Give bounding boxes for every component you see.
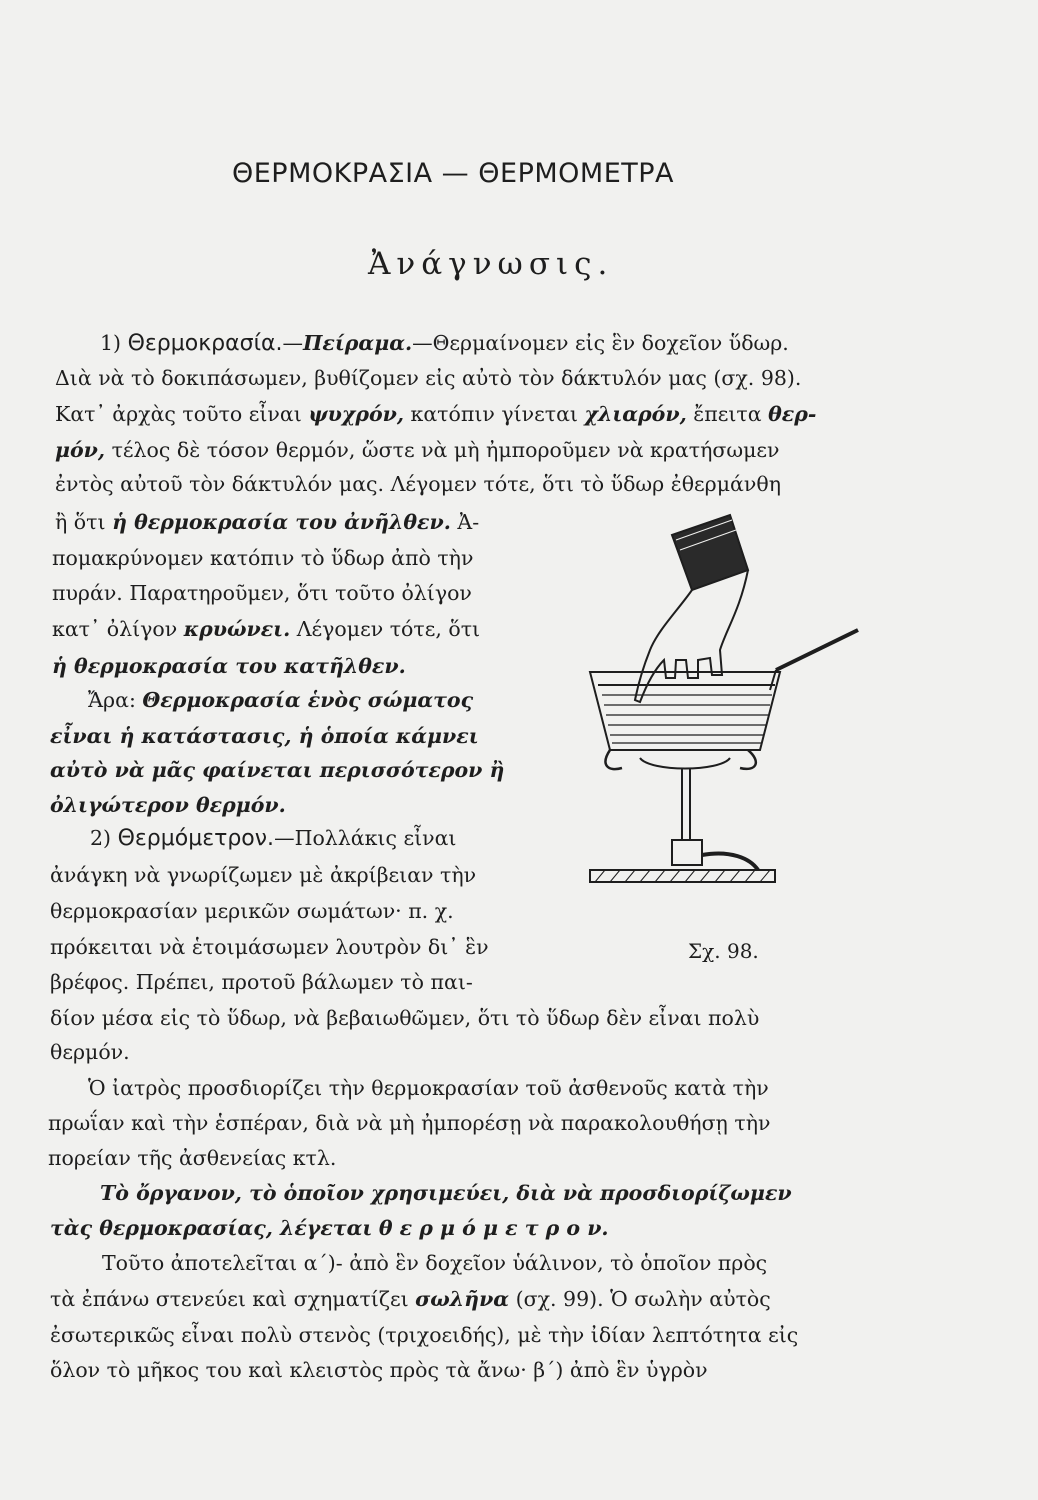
- para2-line-1: 2) Θερμόμετρον.—Πολλάκις εἶναι: [90, 826, 457, 851]
- para4-line-1: Τοῦτο ἀποτελεῖται α΄)- ἀπὸ ἓν δοχεῖον ὑάλινον, τὸ ὁποῖον πρὸς: [102, 1251, 768, 1275]
- para3-line-1: Ὁ ἰατρὸς προσδιορίζει τὴν θερμοκρασίαν τοῦ ἀσθενοῦς κατὰ τὴν: [88, 1076, 769, 1100]
- para1-line-10: ἡ θερμοκρασία του κατῆλθεν.: [52, 654, 406, 678]
- definition-line-2: τὰς θερμοκρασίας, λέγεται θ ε ρ μ ό μ ε τ ρ ο ν.: [50, 1216, 609, 1240]
- para4-line-2: τὰ ἐπάνω στενεύει καὶ σχηματίζει σωλῆνα (σχ. 99). Ὁ σωλὴν αὐτὸς: [50, 1287, 771, 1311]
- para4-line-4: ὅλον τὸ μῆκος του καὶ κλειστὸς πρὸς τὰ ἄνω· β΄) ἀπὸ ἓν ὑγρὸν: [50, 1358, 708, 1382]
- para1-line-13: αὐτὸ νὰ μᾶς φαίνεται περισσότερον ἢ: [50, 758, 505, 782]
- chapter-title: ΘΕΡΜΟΚΡΑΣΙΑ — ΘΕΡΜΟΜΕΤΡΑ: [232, 158, 674, 189]
- para1-line-6: ἢ ὅτι ἡ θερμοκρασία του ἀνῆλθεν. Ἀ-: [55, 510, 480, 534]
- para2-line-2: ἀνάγκη νὰ γνωρίζωμεν μὲ ἀκρίβειαν τὴν: [50, 863, 477, 887]
- definition-line-1: Τὸ ὄργανον, τὸ ὁποῖον χρησιμεύει, διὰ νὰ προσδιορίζωμεν: [100, 1181, 792, 1205]
- para1-line-4: μόν, τέλος δὲ τόσον θερμόν, ὥστε νὰ μὴ ἠμποροῦμεν νὰ κρατήσωμεν: [55, 438, 780, 462]
- para1-line-1: 1) Θερμοκρασία.—Πείραμα.—Θερμαίνομεν εἰς ἓν δοχεῖον ὕδωρ.: [100, 331, 789, 356]
- experiment-label: Πείραμα.: [303, 331, 413, 355]
- para1-line-14: ὀλιγώτερον θερμόν.: [50, 793, 286, 817]
- heading-thermometer: Θερμόμετρον.: [117, 826, 275, 851]
- para2-line-3: θερμοκρασίαν μερικῶν σωμάτων· π. χ.: [50, 899, 454, 923]
- term-thermometer: θ ε ρ μ ό μ ε τ ρ ο ν.: [378, 1216, 609, 1240]
- para4-line-3: ἐσωτερικῶς εἶναι πολὺ στενὸς (τριχοειδής), μὲ τὴν ἰδίαν λεπτότητα εἰς: [50, 1323, 799, 1347]
- para1-line-3: Κατ᾽ ἀρχὰς τοῦτο εἶναι ψυχρόν, κατόπιν γίνεται χλιαρόν, ἔπειτα θερ-: [55, 402, 817, 426]
- para1-line-11: Ἄρα: Θερμοκρασία ἑνὸς σώματος: [88, 688, 474, 712]
- para3-line-2: πρωΐαν καὶ τὴν ἑσπέραν, διὰ νὰ μὴ ἠμπορέσῃ νὰ παρακολουθήσῃ τὴν: [48, 1111, 771, 1135]
- para2-line-6: δίον μέσα εἰς τὸ ὕδωρ, νὰ βεβαιωθῶμεν, ὅτι τὸ ὕδωρ δὲν εἶναι πολὺ: [50, 1006, 760, 1030]
- section-title: Ἀνάγνωσις.: [368, 246, 614, 282]
- para1-line-12: εἶναι ἡ κατάστασις, ἡ ὁποία κάμνει: [50, 724, 479, 748]
- para3-line-3: πορείαν τῆς ἀσθενείας κτλ.: [48, 1146, 337, 1170]
- para2-line-5: βρέφος. Πρέπει, προτοῦ βάλωμεν τὸ παι-: [50, 970, 473, 994]
- para2-line-4: πρόκειται νὰ ἑτοιμάσωμεν λουτρὸν δι᾽ ἓν: [50, 935, 489, 959]
- para1-line-2: Διὰ νὰ τὸ δοκιπάσωμεν, βυθίζομεν εἰς αὐτὸ τὸν δάκτυλόν μας (σχ. 98).: [55, 366, 802, 390]
- heading-temperature: Θερμοκρασία.: [127, 331, 283, 356]
- figure-hand-in-water: [580, 510, 870, 910]
- para1-line-7: πομακρύνομεν κατόπιν τὸ ὕδωρ ἀπὸ τὴν: [52, 546, 474, 570]
- para1-line-5: ἐντὸς αὐτοῦ τὸν δάκτυλόν μας. Λέγομεν τότε, ὅτι τὸ ὕδωρ ἐθερμάνθη: [55, 472, 781, 496]
- figure-caption: Σχ. 98.: [688, 939, 759, 963]
- para1-line-8: πυράν. Παρατηροῦμεν, ὅτι τοῦτο ὀλίγον: [52, 581, 472, 605]
- para1-line-9: κατ᾽ ὀλίγον κρυώνει. Λέγομεν τότε, ὅτι: [52, 617, 481, 641]
- para2-line-7: θερμόν.: [50, 1040, 130, 1064]
